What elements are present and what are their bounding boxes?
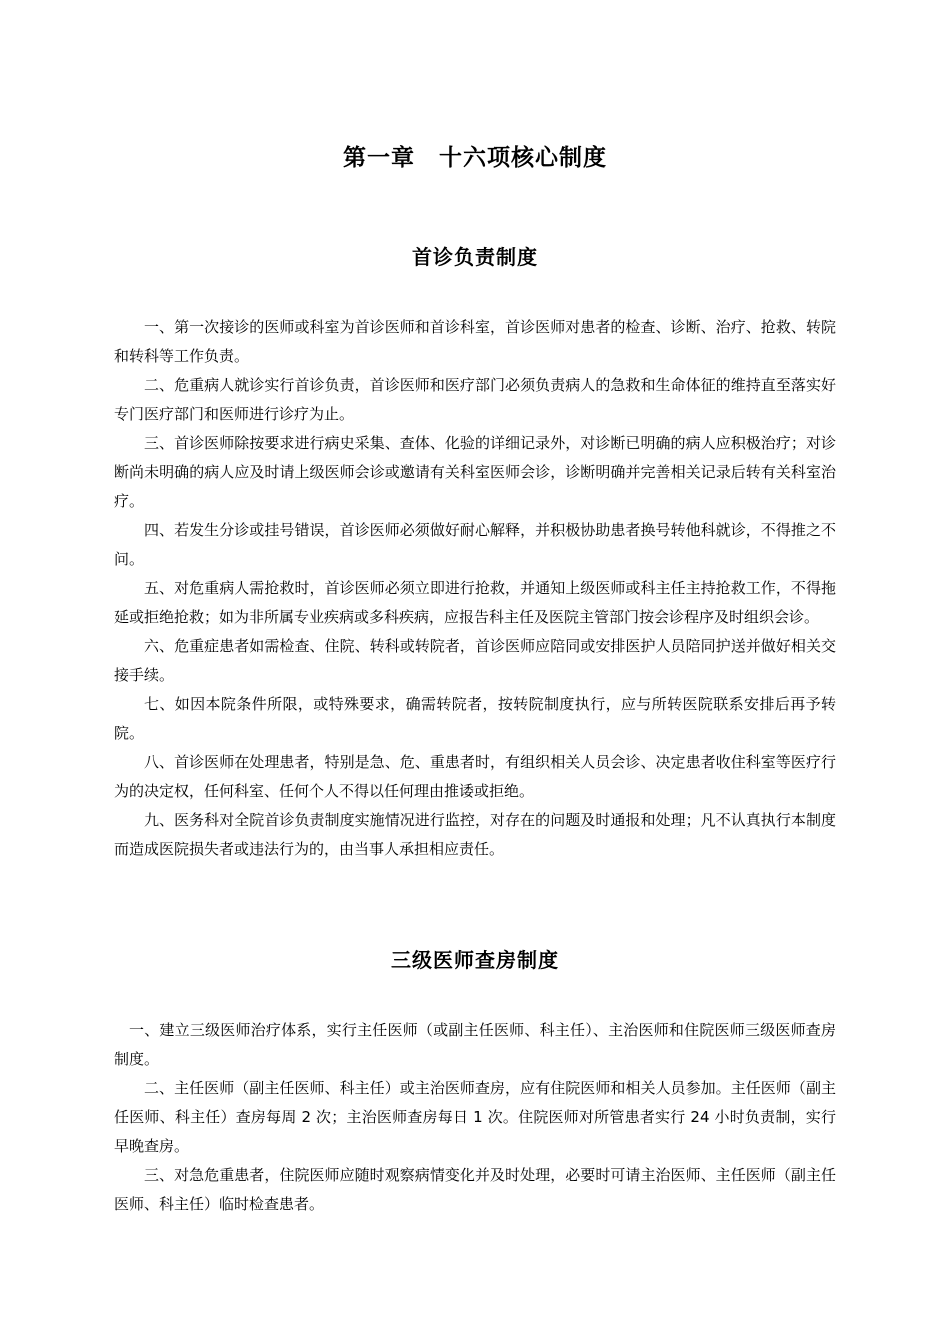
section-title-three-level-rounds: 三级医师查房制度 xyxy=(391,948,559,972)
paragraph: 二、主任医师（副主任医师、科主任）或主治医师查房，应有住院医师和相关人员参加。主任医师（副主任医师、科主任）查房每周 2 次；主治医师查房每日 1 次。住院医师对所管患者实行 24 小时负责制，实行早晚查房。 xyxy=(114,1079,836,1155)
paragraph: 三、首诊医师除按要求进行病史采集、查体、化验的详细记录外，对诊断已明确的病人应积极治疗；对诊断尚未明确的病人应及时请上级医师会诊或邀请有关科室医师会诊，诊断明确并完善相关记录后转有关科室治疗。 xyxy=(114,434,836,510)
paragraph: 七、如因本院条件所限，或特殊要求，确需转院者，按转院制度执行，应与所转医院联系安排后再予转院。 xyxy=(114,695,836,742)
paragraph: 九、医务科对全院首诊负责制度实施情况进行监控，对存在的问题及时通报和处理；凡不认真执行本制度而造成医院损失者或违法行为的，由当事人承担相应责任。 xyxy=(114,811,836,858)
paragraph: 六、危重症患者如需检查、住院、转科或转院者，首诊医师应陪同或安排医护人员陪同护送并做好相关交接手续。 xyxy=(114,637,836,684)
paragraph: 八、首诊医师在处理患者，特别是急、危、重患者时，有组织相关人员会诊、决定患者收住科室等医疗行为的决定权，任何科室、任何个人不得以任何理由推诿或拒绝。 xyxy=(114,753,836,800)
chapter-title: 第一章 十六项核心制度 xyxy=(343,145,607,171)
section-title-first-visit: 首诊负责制度 xyxy=(412,245,538,269)
section-body-first-visit xyxy=(114,313,836,864)
paragraph: 四、若发生分诊或挂号错误，首诊医师必须做好耐心解释，并积极协助患者换号转他科就诊，不得推之不问。 xyxy=(114,521,836,568)
paragraph: 五、对危重病人需抢救时，首诊医师必须立即进行抢救，并通知上级医师或科主任主持抢救工作，不得拖延或拒绝抢救；如为非所属专业疾病或多科疾病，应报告科主任及医院主管部门按会诊程序及时组织会诊。 xyxy=(114,579,836,626)
paragraph: 一、第一次接诊的医师或科室为首诊医师和首诊科室，首诊医师对患者的检查、诊断、治疗、抢救、转院和转科等工作负责。 xyxy=(114,318,836,365)
paragraph: 一、建立三级医师治疗体系，实行主任医师（或副主任医师、科主任）、主治医师和住院医师三级医师查房制度。 xyxy=(114,1021,836,1068)
section-body-three-level-rounds xyxy=(114,1016,836,1219)
paragraph: 三、对急危重患者，住院医师应随时观察病情变化并及时处理，必要时可请主治医师、主任医师（副主任医师、科主任）临时检查患者。 xyxy=(114,1166,836,1213)
paragraph: 二、危重病人就诊实行首诊负责，首诊医师和医疗部门必须负责病人的急救和生命体征的维持直至落实好专门医疗部门和医师进行诊疗为止。 xyxy=(114,376,836,423)
